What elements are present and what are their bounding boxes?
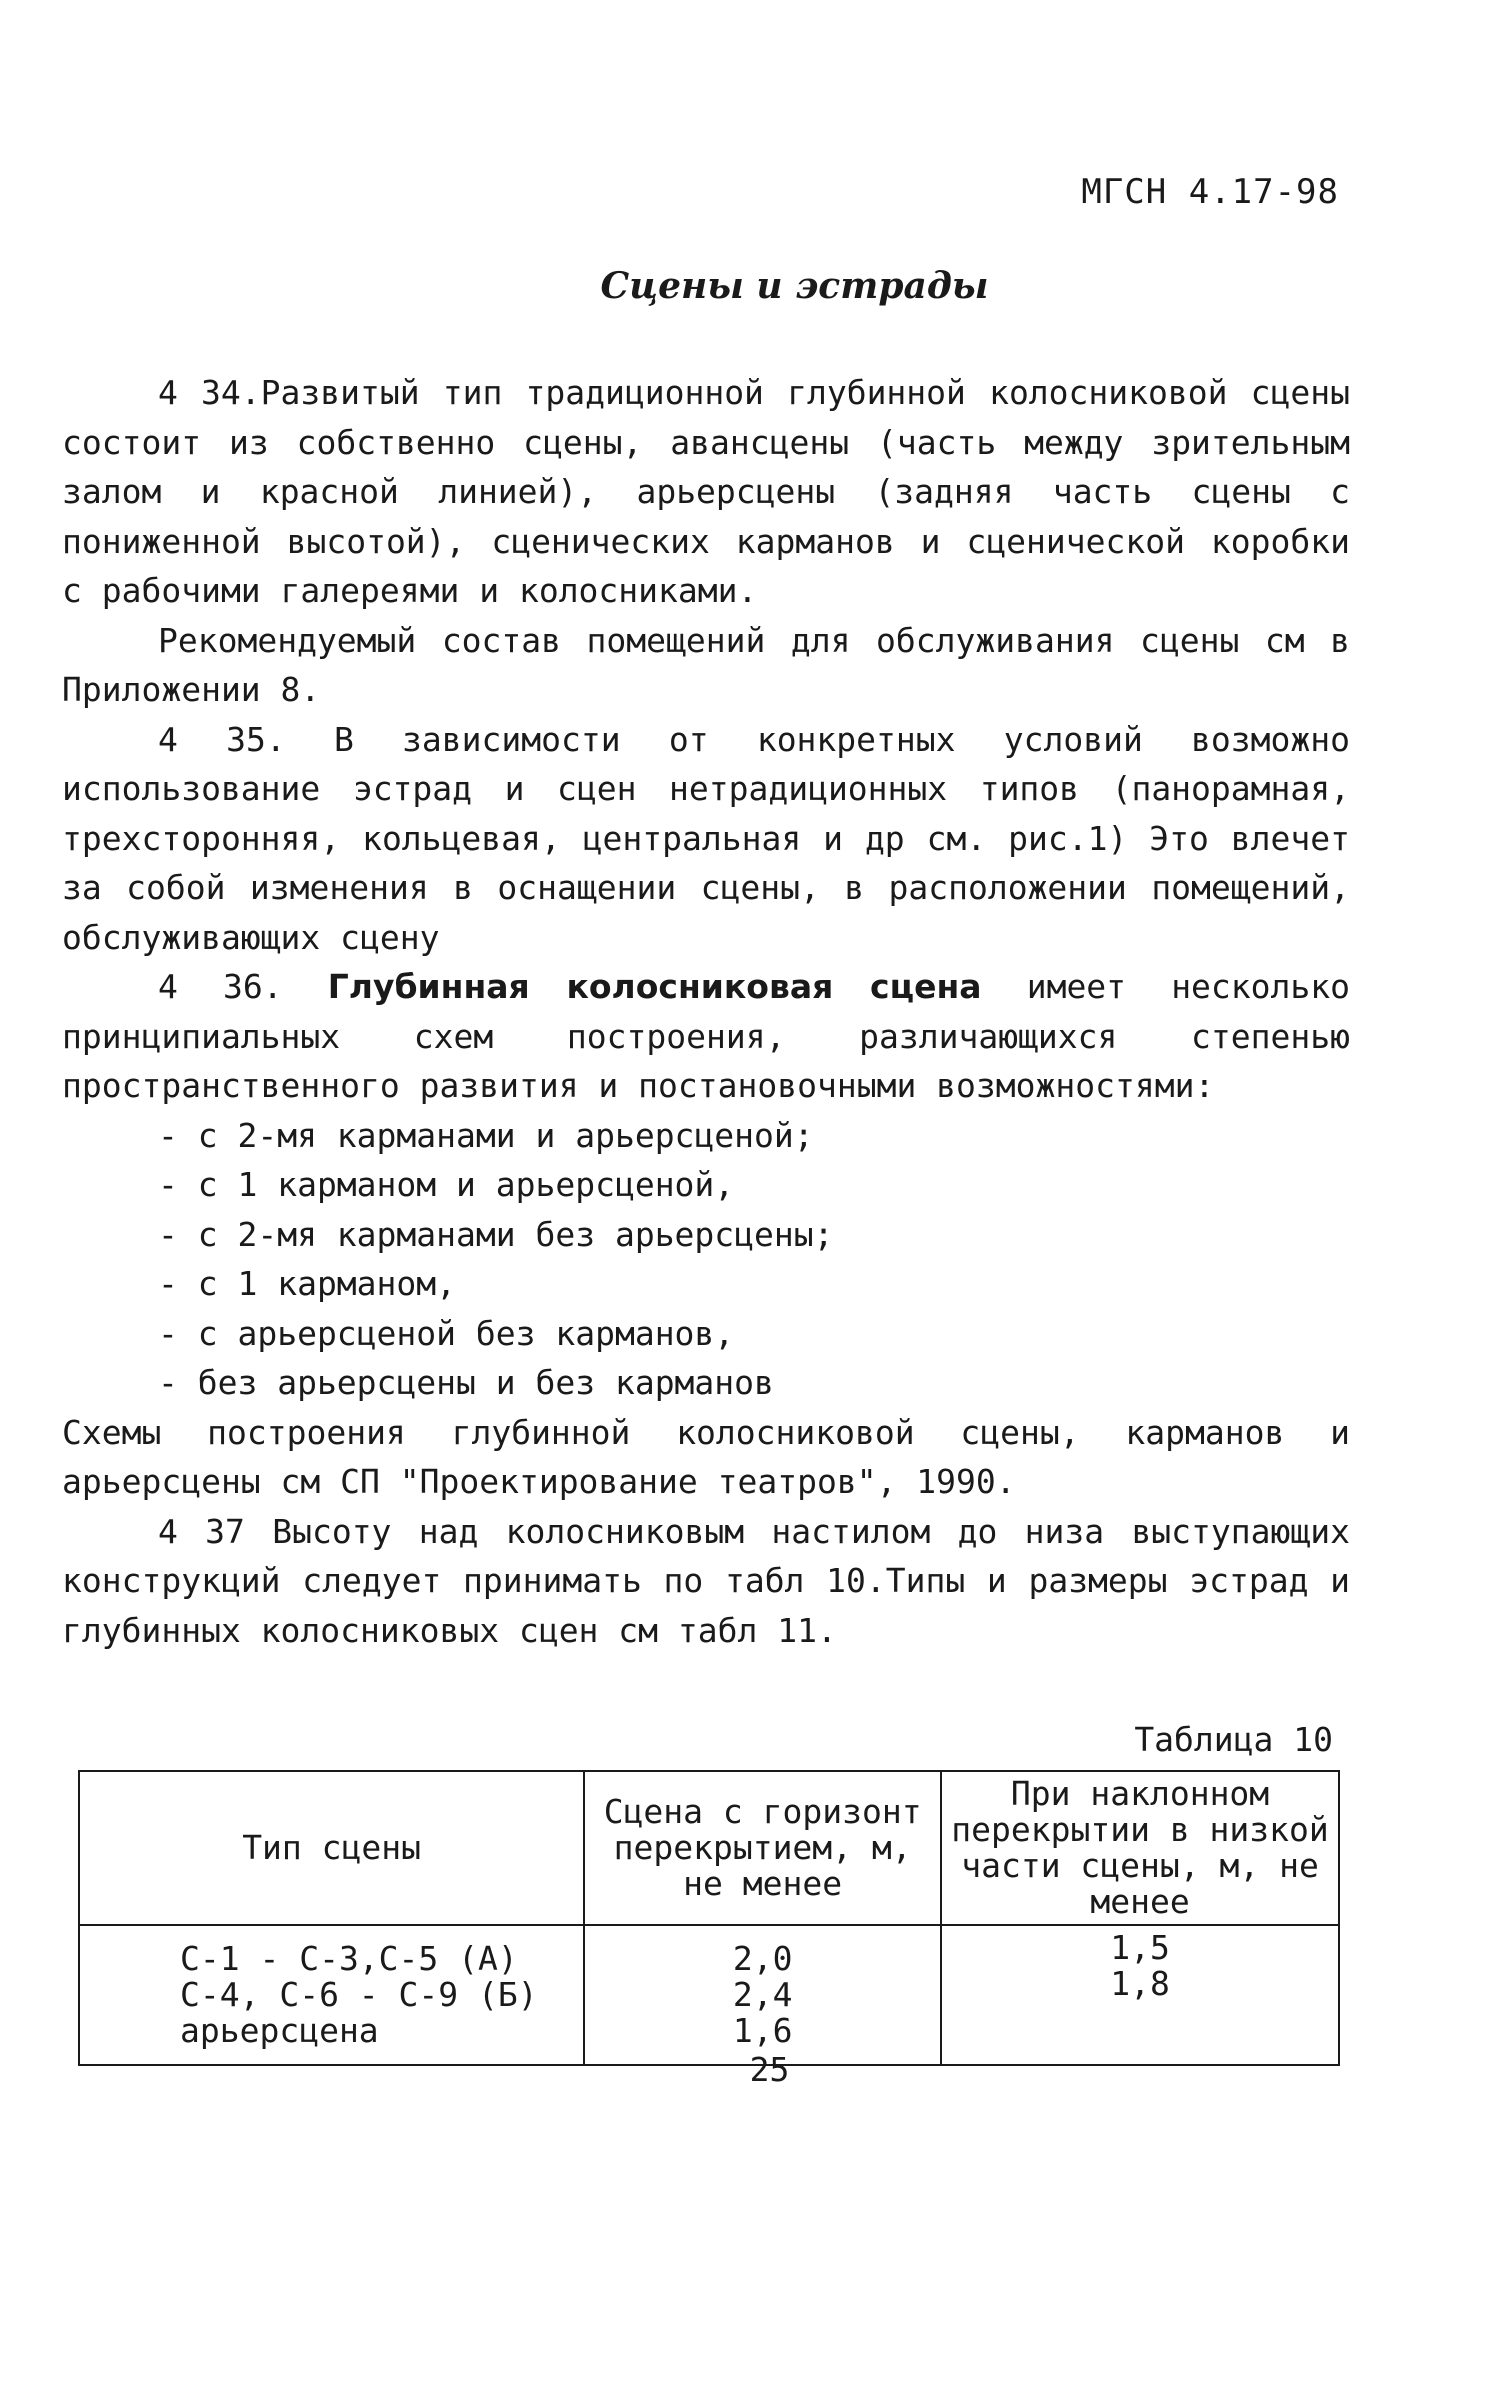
value-rear: 1,6 — [732, 2011, 793, 2050]
value-b: 1,8 — [1110, 1964, 1170, 2003]
paragraph-4-36-number: 4 36. — [158, 967, 283, 1006]
section-title: Сцены и эстрады — [600, 265, 989, 307]
document-code: МГСН 4.17-98 — [1081, 172, 1339, 212]
list-item: - с 1 карманом и арьерсценой, — [158, 1165, 735, 1204]
paragraph-4-36 — [62, 962, 1350, 1111]
list-item: - с 2-мя карманами и арьерсценой; — [158, 1115, 814, 1155]
table-10 — [78, 1770, 1340, 2066]
stage-type-rear: арьерсцена — [180, 2011, 379, 2050]
paragraph-4-36-text: имеет несколько принципиальных схем построения, различающихся степенью пространственного развития и постановочными возможностями: — [62, 967, 1351, 1105]
stage-scheme-list — [62, 1111, 1350, 1408]
stage-type-a: С-1 - С-3,С-5 (А) — [180, 1939, 518, 1978]
list-item: - с 2-мя карманами без арьерсцены; — [158, 1214, 834, 1254]
value-b: 2,4 — [732, 1975, 793, 2014]
list-item: - с 1 карманом, — [158, 1264, 457, 1303]
table-caption: Таблица 10 — [1134, 1720, 1333, 1759]
paragraph-4-37: 4 37 Высоту над колосниковым настилом до низа выступающих конструкций следует принимать по табл 10.Типы и размеры эстрад и глубинных колосниковых сцен см табл 11. — [62, 1511, 1350, 1650]
paragraph-4-34: 4 34.Развитый тип традиционной глубинной колосниковой сцены состоит из собственно сцены, авансцены (часть между зрительным залом и красной линией), арьерсцены (задняя часть сцены с пониженной высотой), сценических карманов и сценической коробки с рабочими галереями и колосниками. — [62, 373, 1350, 610]
list-item: - без арьерсцены и без карманов — [158, 1363, 774, 1402]
list-item: - с арьерсценой без карманов, — [158, 1313, 735, 1353]
table-row — [79, 1925, 1339, 2065]
table-header-row — [79, 1771, 1339, 1925]
cell-horizontal-values — [584, 1925, 941, 2065]
cell-stage-types — [79, 1925, 584, 2065]
header-stage-type: Тип сцены — [79, 1771, 584, 1925]
paragraph-schemes: Схемы построения глубинной колосниковой сцены, карманов и арьерсцены см СП "Проектирование театров", 1990. — [62, 1412, 1350, 1501]
paragraph-4-35: 4 35. В зависимости от конкретных условий возможно использование эстрад и сцен нетрадиционных типов (панорамная, трехсторонняя, кольцевая, центральная и др см. рис.1) Это влечет за собой изменения в оснащении сцены, в расположении помещений, обслуживающих сцену — [62, 719, 1350, 957]
paragraph-4-34-note: Рекомендуемый состав помещений для обслуживания сцены см в Приложении 8. — [62, 620, 1350, 709]
value-a: 2,0 — [732, 1939, 793, 1978]
header-horizontal-ceiling: Сцена с горизонт перекрытием, м, не менее — [584, 1771, 941, 1925]
cell-inclined-values — [941, 1925, 1339, 2065]
document-body — [62, 368, 1350, 1655]
header-inclined-ceiling: При наклонном перекрытии в низкой части сцены, м, не менее — [941, 1771, 1339, 1925]
value-a: 1,5 — [1110, 1928, 1170, 1967]
page-number: 25 — [749, 2050, 790, 2089]
stage-type-b: С-4, С-6 - С-9 (Б) — [180, 1975, 538, 2014]
paragraph-4-36-term: Глубинная колосниковая сцена — [327, 967, 982, 1006]
